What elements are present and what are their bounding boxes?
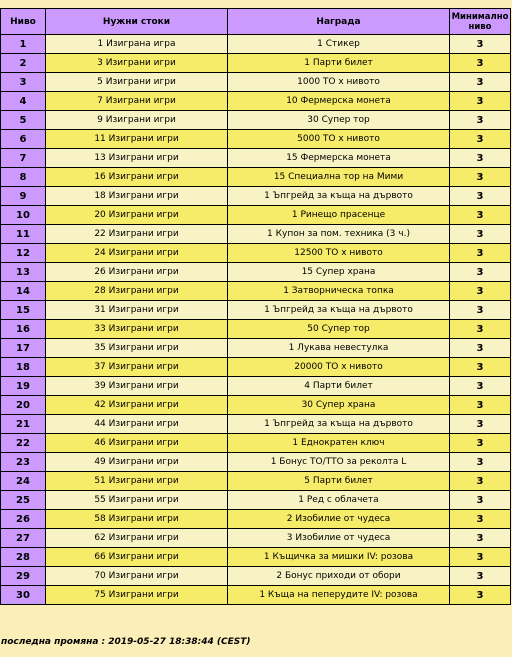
last-change-note: последна промяна : 2019-05-27 18:38:44 (CEST) — [1, 637, 251, 647]
needed-cell: 16 Изиграни игри — [46, 168, 228, 187]
min-level-cell: 3 — [450, 263, 511, 282]
table-row — [1, 187, 511, 206]
reward-cell: 30 Супер тор — [228, 111, 450, 130]
level-cell: 26 — [1, 510, 46, 529]
reward-cell: 30 Супер храна — [228, 396, 450, 415]
min-level-cell: 3 — [450, 73, 511, 92]
table-row — [1, 168, 511, 187]
reward-cell: 1 Ред с облачета — [228, 491, 450, 510]
needed-cell: 70 Изиграни игри — [46, 567, 228, 586]
table-row — [1, 434, 511, 453]
reward-cell: 1000 ТО x нивото — [228, 73, 450, 92]
needed-cell: 75 Изиграни игри — [46, 586, 228, 605]
min-level-cell: 3 — [450, 320, 511, 339]
min-level-cell: 3 — [450, 35, 511, 54]
min-level-cell: 3 — [450, 282, 511, 301]
level-cell: 23 — [1, 453, 46, 472]
table-row — [1, 377, 511, 396]
table-row — [1, 35, 511, 54]
reward-cell: 1 Ъпгрейд за къща на дървото — [228, 187, 450, 206]
level-cell: 5 — [1, 111, 46, 130]
reward-cell: 5000 ТО x нивото — [228, 130, 450, 149]
min-level-cell: 3 — [450, 130, 511, 149]
reward-cell: 4 Парти билет — [228, 377, 450, 396]
table-body — [1, 35, 511, 605]
rewards-table — [0, 8, 511, 605]
min-level-cell: 3 — [450, 396, 511, 415]
needed-cell: 62 Изиграни игри — [46, 529, 228, 548]
level-cell: 27 — [1, 529, 46, 548]
table-row — [1, 567, 511, 586]
needed-cell: 58 Изиграни игри — [46, 510, 228, 529]
min-level-cell: 3 — [450, 453, 511, 472]
table-row — [1, 149, 511, 168]
needed-cell: 1 Изиграна игра — [46, 35, 228, 54]
needed-cell: 26 Изиграни игри — [46, 263, 228, 282]
min-level-cell: 3 — [450, 567, 511, 586]
reward-cell: 1 Ъпгрейд за къща на дървото — [228, 415, 450, 434]
min-level-cell: 3 — [450, 187, 511, 206]
min-level-cell: 3 — [450, 434, 511, 453]
min-level-cell: 3 — [450, 358, 511, 377]
needed-cell: 46 Изиграни игри — [46, 434, 228, 453]
min-level-cell: 3 — [450, 472, 511, 491]
level-cell: 8 — [1, 168, 46, 187]
needed-cell: 35 Изиграни игри — [46, 339, 228, 358]
table-row — [1, 415, 511, 434]
table-row — [1, 548, 511, 567]
table-row — [1, 320, 511, 339]
reward-cell: 1 Ъпгрейд за къща на дървото — [228, 301, 450, 320]
needed-cell: 28 Изиграни игри — [46, 282, 228, 301]
needed-cell: 44 Изиграни игри — [46, 415, 228, 434]
reward-cell: 1 Къща на пеперудите IV: розова — [228, 586, 450, 605]
needed-cell: 37 Изиграни игри — [46, 358, 228, 377]
min-level-cell: 3 — [450, 301, 511, 320]
table-row — [1, 263, 511, 282]
reward-cell: 1 Купон за пом. техника (3 ч.) — [228, 225, 450, 244]
reward-cell: 1 Парти билет — [228, 54, 450, 73]
table-row — [1, 510, 511, 529]
reward-cell: 12500 ТО x нивото — [228, 244, 450, 263]
level-cell: 21 — [1, 415, 46, 434]
header-reward: Награда — [228, 9, 450, 35]
needed-cell: 51 Изиграни игри — [46, 472, 228, 491]
level-cell: 11 — [1, 225, 46, 244]
reward-cell: 1 Лукава невестулка — [228, 339, 450, 358]
level-cell: 15 — [1, 301, 46, 320]
reward-cell: 15 Фермерска монета — [228, 149, 450, 168]
level-cell: 30 — [1, 586, 46, 605]
table-row — [1, 396, 511, 415]
needed-cell: 9 Изиграни игри — [46, 111, 228, 130]
header-needed: Нужни стоки — [46, 9, 228, 35]
level-cell: 18 — [1, 358, 46, 377]
min-level-cell: 3 — [450, 149, 511, 168]
level-cell: 10 — [1, 206, 46, 225]
table-row — [1, 282, 511, 301]
reward-cell: 10 Фермерска монета — [228, 92, 450, 111]
table-row — [1, 491, 511, 510]
min-level-cell: 3 — [450, 111, 511, 130]
level-cell: 25 — [1, 491, 46, 510]
needed-cell: 22 Изиграни игри — [46, 225, 228, 244]
needed-cell: 13 Изиграни игри — [46, 149, 228, 168]
reward-cell: 1 Затворническа топка — [228, 282, 450, 301]
min-level-cell: 3 — [450, 529, 511, 548]
reward-cell: 1 Ринещо прасенце — [228, 206, 450, 225]
level-cell: 7 — [1, 149, 46, 168]
min-level-cell: 3 — [450, 244, 511, 263]
table-header-row — [1, 9, 511, 35]
needed-cell: 33 Изиграни игри — [46, 320, 228, 339]
level-cell: 24 — [1, 472, 46, 491]
table-row — [1, 73, 511, 92]
needed-cell: 11 Изиграни игри — [46, 130, 228, 149]
level-cell: 17 — [1, 339, 46, 358]
needed-cell: 3 Изиграни игри — [46, 54, 228, 73]
min-level-cell: 3 — [450, 168, 511, 187]
reward-cell: 2 Бонус приходи от обори — [228, 567, 450, 586]
reward-cell: 5 Парти билет — [228, 472, 450, 491]
header-min-level: Минимално ниво — [450, 9, 511, 35]
reward-cell: 1 Бонус ТО/ТТО за реколта L — [228, 453, 450, 472]
level-cell: 29 — [1, 567, 46, 586]
reward-cell: 1 Стикер — [228, 35, 450, 54]
reward-cell: 1 Еднократен ключ — [228, 434, 450, 453]
table-row — [1, 111, 511, 130]
table-row — [1, 301, 511, 320]
level-cell: 13 — [1, 263, 46, 282]
needed-cell: 49 Изиграни игри — [46, 453, 228, 472]
table-row — [1, 225, 511, 244]
needed-cell: 55 Изиграни игри — [46, 491, 228, 510]
needed-cell: 31 Изиграни игри — [46, 301, 228, 320]
header-level: Ниво — [1, 9, 46, 35]
table-row — [1, 244, 511, 263]
level-cell: 2 — [1, 54, 46, 73]
table-row — [1, 92, 511, 111]
min-level-cell: 3 — [450, 415, 511, 434]
table-row — [1, 206, 511, 225]
needed-cell: 39 Изиграни игри — [46, 377, 228, 396]
reward-cell: 15 Супер храна — [228, 263, 450, 282]
min-level-cell: 3 — [450, 377, 511, 396]
reward-cell: 15 Специална тор на Мими — [228, 168, 450, 187]
table-row — [1, 453, 511, 472]
reward-cell: 20000 ТО x нивото — [228, 358, 450, 377]
level-cell: 22 — [1, 434, 46, 453]
table-row — [1, 339, 511, 358]
level-cell: 4 — [1, 92, 46, 111]
min-level-cell: 3 — [450, 510, 511, 529]
level-cell: 14 — [1, 282, 46, 301]
table-row — [1, 54, 511, 73]
min-level-cell: 3 — [450, 54, 511, 73]
reward-cell: 3 Изобилие от чудеса — [228, 529, 450, 548]
needed-cell: 18 Изиграни игри — [46, 187, 228, 206]
level-cell: 9 — [1, 187, 46, 206]
level-cell: 20 — [1, 396, 46, 415]
min-level-cell: 3 — [450, 225, 511, 244]
level-cell: 16 — [1, 320, 46, 339]
min-level-cell: 3 — [450, 586, 511, 605]
min-level-cell: 3 — [450, 206, 511, 225]
needed-cell: 7 Изиграни игри — [46, 92, 228, 111]
min-level-cell: 3 — [450, 339, 511, 358]
table-row — [1, 529, 511, 548]
level-cell: 28 — [1, 548, 46, 567]
min-level-cell: 3 — [450, 92, 511, 111]
reward-cell: 50 Супер тор — [228, 320, 450, 339]
needed-cell: 5 Изиграни игри — [46, 73, 228, 92]
min-level-cell: 3 — [450, 548, 511, 567]
table-row — [1, 586, 511, 605]
needed-cell: 20 Изиграни игри — [46, 206, 228, 225]
needed-cell: 24 Изиграни игри — [46, 244, 228, 263]
level-cell: 3 — [1, 73, 46, 92]
needed-cell: 66 Изиграни игри — [46, 548, 228, 567]
table-row — [1, 358, 511, 377]
level-cell: 12 — [1, 244, 46, 263]
level-cell: 1 — [1, 35, 46, 54]
level-cell: 6 — [1, 130, 46, 149]
table-row — [1, 472, 511, 491]
level-cell: 19 — [1, 377, 46, 396]
reward-cell: 2 Изобилие от чудеса — [228, 510, 450, 529]
reward-cell: 1 Къщичка за мишки IV: розова — [228, 548, 450, 567]
min-level-cell: 3 — [450, 491, 511, 510]
table-row — [1, 130, 511, 149]
needed-cell: 42 Изиграни игри — [46, 396, 228, 415]
